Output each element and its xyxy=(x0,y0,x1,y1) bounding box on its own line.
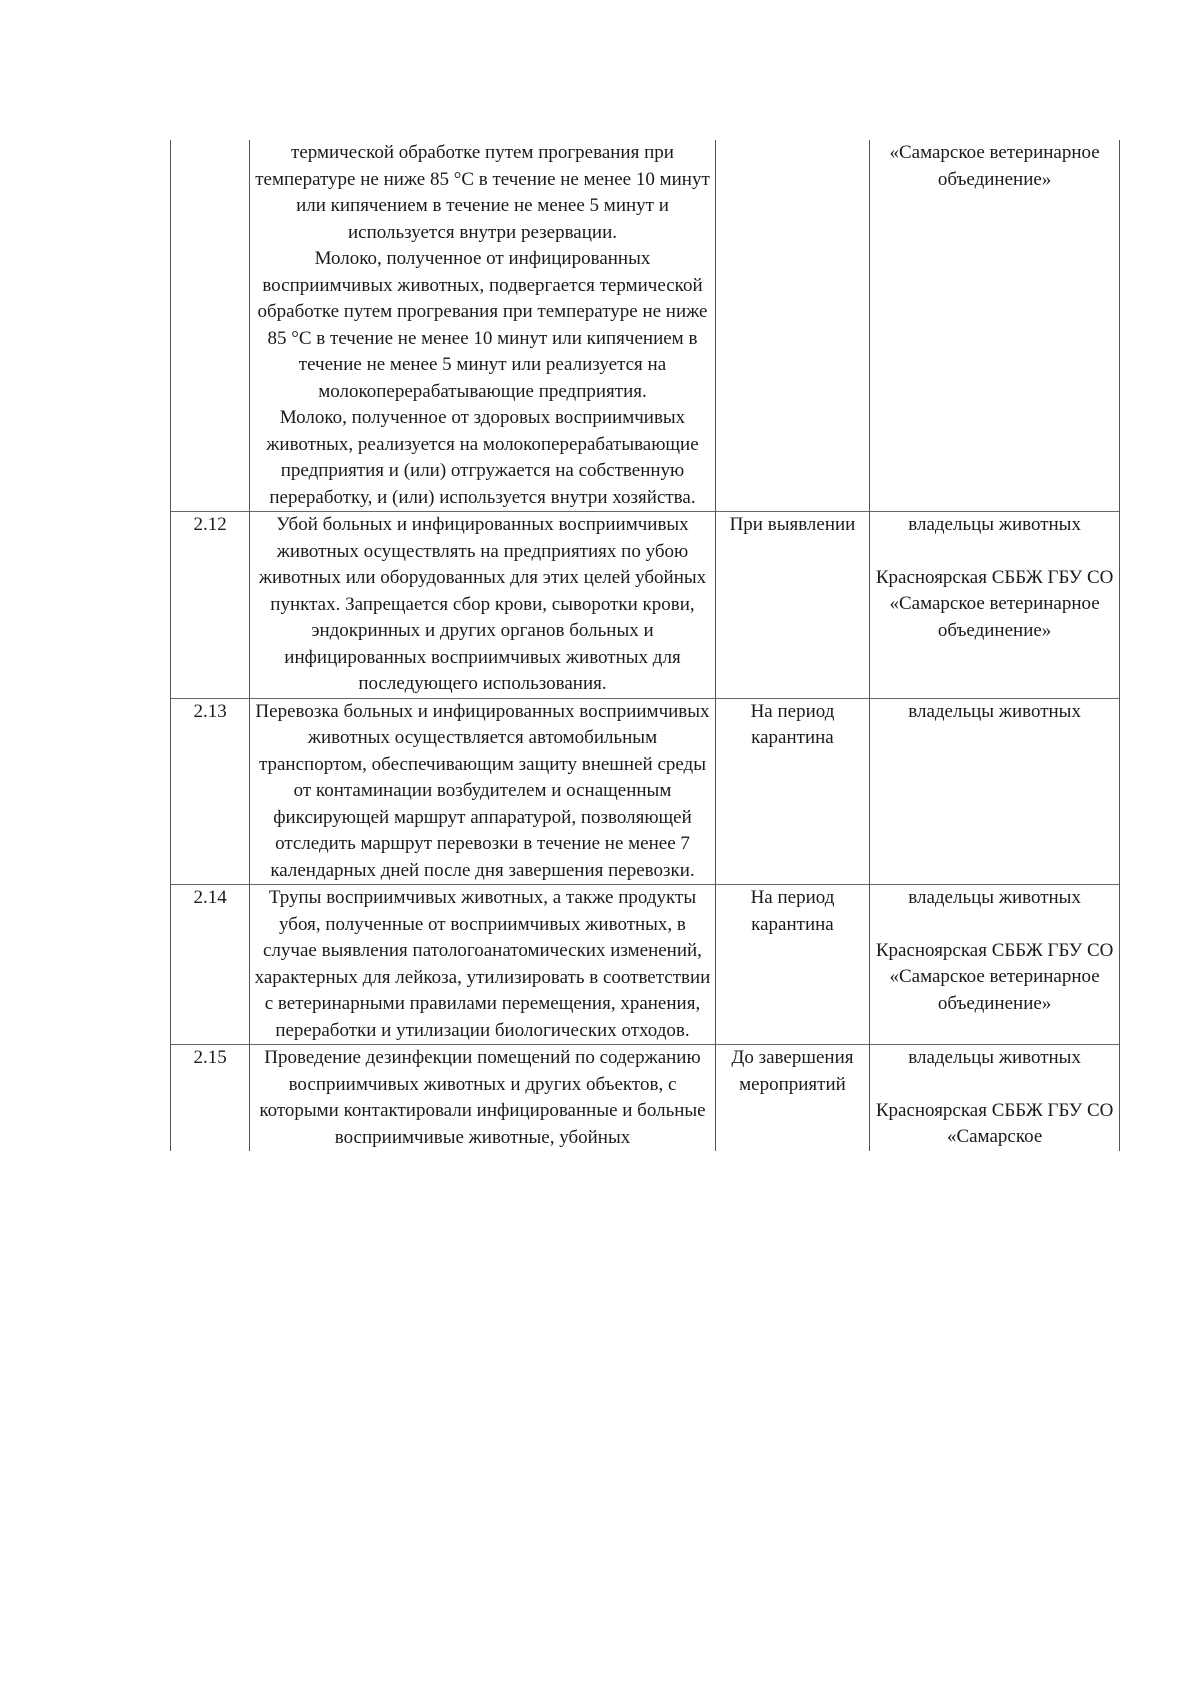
event-paragraph: Проведение дезинфекции помещений по содержанию восприимчивых животных и других объектов, с которыми контактировали инфицированные и больные восприимчивые животные, убойных xyxy=(259,1047,706,1148)
event-cell xyxy=(250,512,715,699)
table-row xyxy=(171,512,1120,699)
event-cell xyxy=(250,140,715,512)
term-cell: При выявлении xyxy=(715,512,869,699)
term-cell: На период карантина xyxy=(715,885,869,1045)
row-number: 2.12 xyxy=(171,512,250,699)
measures-table xyxy=(170,140,1120,1151)
row-number: 2.13 xyxy=(171,698,250,885)
responsible-cell xyxy=(870,1045,1120,1152)
event-paragraph: Перевозка больных и инфицированных восприимчивых животных осуществляется автомобильным транспортом, обеспечивающим защиту внешней среды от контаминации возбудителем и оснащенным фиксирующей маршрут аппаратурой, позволяющей отследить маршрут перевозки в течение не менее 7 календарных дней после дня завершения перевозки. xyxy=(255,700,710,881)
responsible-org: Красноярская СББЖ ГБУ СО «Самарское xyxy=(875,1099,1114,1147)
event-cell xyxy=(250,885,715,1045)
responsible-cell xyxy=(870,140,1120,512)
term-cell: До завершения мероприятий xyxy=(715,1045,869,1152)
responsible-owner: владельцы животных xyxy=(908,887,1081,908)
responsible-owner: владельцы животных xyxy=(908,700,1081,722)
responsible-cell xyxy=(870,698,1120,885)
event-paragraph: Убой больных и инфицированных восприимчивых животных осуществлять на предприятиях по убою животных или оборудованных для этих целей убойных пунктах. Запрещается сбор крови, сыворотки крови, эндокринных и других органов больных и инфицированных восприимчивых животных для последующего использования. xyxy=(258,514,707,694)
row-number: 2.15 xyxy=(171,1045,250,1152)
responsible-owner: владельцы животных xyxy=(908,1047,1081,1068)
table-row xyxy=(171,140,1120,512)
responsible-org: «Самарское ветеринарное объединение» xyxy=(889,142,1100,190)
table-row xyxy=(171,885,1120,1045)
row-number: 2.14 xyxy=(171,885,250,1045)
table-row xyxy=(171,698,1120,885)
event-cell xyxy=(250,1045,715,1152)
responsible-org: Красноярская СББЖ ГБУ СО «Самарское ветеринарное объединение» xyxy=(875,939,1114,1014)
responsible-org: Красноярская СББЖ ГБУ СО «Самарское ветеринарное объединение» xyxy=(875,566,1114,641)
responsible-cell xyxy=(870,885,1120,1045)
term-cell xyxy=(715,140,869,512)
event-paragraph: Трупы восприимчивых животных, а также продукты убоя, полученные от восприимчивых животных, в случае выявления патологоанатомических изменений, характерных для лейкоза, утилизировать в соответствии с ветеринарными правилами перемещения, хранения, переработки и утилизации биологических отходов. xyxy=(254,887,711,1041)
event-cell xyxy=(250,698,715,885)
event-paragraph: термической обработке путем прогревания при температуре не ниже 85 °С в течение не менее 10 минут или кипячением в течение не менее 5 минут и используется внутри резервации. xyxy=(255,142,710,243)
row-number xyxy=(171,140,250,512)
event-paragraph: Молоко, полученное от здоровых восприимчивых животных, реализуется на молокоперерабатывающие предприятия и (или) отгружается на собственную переработку, и (или) используется внутри хозяйства. xyxy=(266,407,699,508)
term-cell: На период карантина xyxy=(715,698,869,885)
event-paragraph: Молоко, полученное от инфицированных восприимчивых животных, подвергается термической обработке путем прогревания при температуре не ниже 85 °С в течение не менее 10 минут или кипячением в течение не менее 5 минут или реализуется на молокоперерабатывающие предприятия. xyxy=(257,248,708,402)
responsible-owner: владельцы животных xyxy=(908,514,1081,535)
table-row xyxy=(171,1045,1120,1152)
responsible-cell xyxy=(870,512,1120,699)
